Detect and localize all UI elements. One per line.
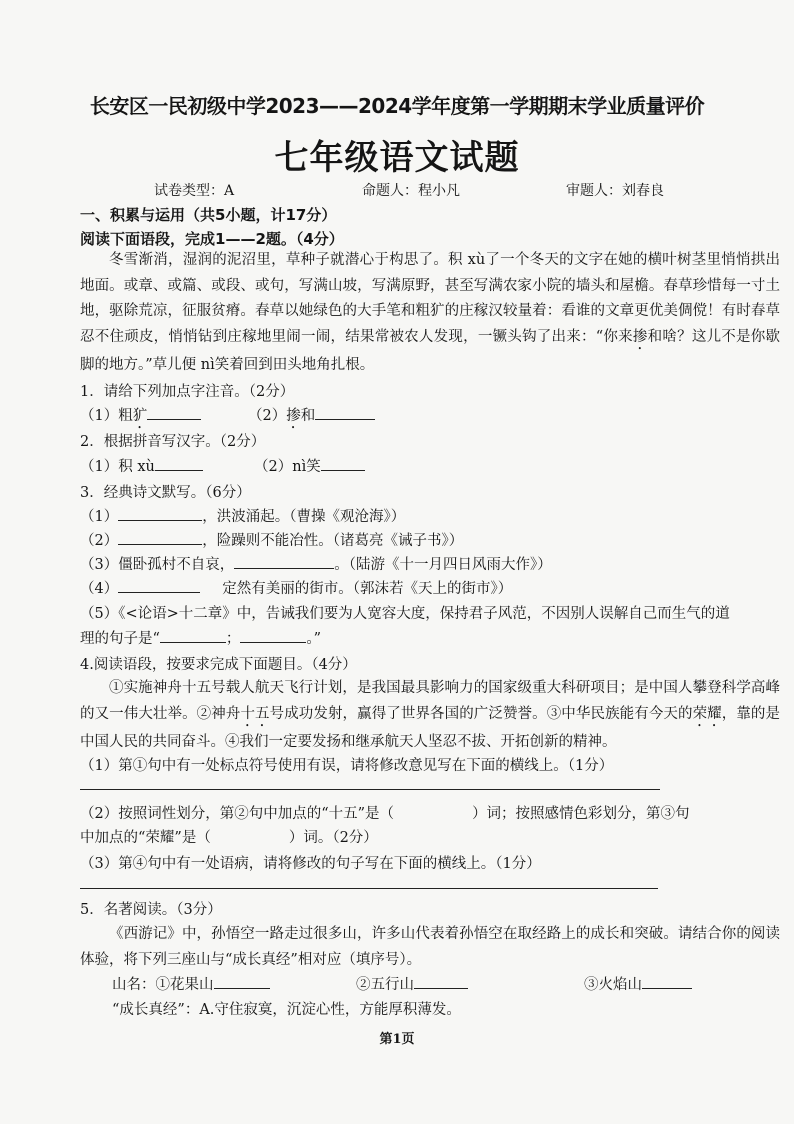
q3-item-5-cont: 理的句子是“ ； 。” (80, 627, 321, 648)
reading-passage (80, 248, 780, 378)
q2-stem: 2．根据拼音写汉字。（2分） (80, 434, 266, 450)
q3-item-2: （2） ，险躁则不能冶性。（诸葛亮《诫子书》） (80, 529, 463, 550)
q5-mountain-1: 山名：①花果山 (112, 973, 270, 994)
q4-sub1-answer-line[interactable] (80, 789, 660, 790)
q5-stem: 5．名著阅读。（3分） (80, 902, 222, 918)
q3-blank-5b[interactable] (240, 628, 306, 643)
q1-answer-blank-a[interactable] (147, 405, 201, 420)
q4-passage: ①实施神舟十五号载人航天飞行计划，是我国最具影响力的国家级重大科研项目；是中国人攀登科学高峰的又一伟大壮举。②神舟十五号成功发射，赢得了世界各国的广泛赞誉。③中华民族能有今天的荣耀，靠的是中国人民的共同奋斗。④我们一定要发扬和继承航天人坚忍不拔、开拓创新的精神。 (80, 680, 781, 750)
passage-kuang: 犷 (430, 303, 445, 319)
q1-dotted-can: 掺 (286, 408, 301, 424)
q5-mountain-2: ②五行山 (356, 973, 468, 994)
reviewer: 审题人：刘春良 (566, 183, 664, 199)
passage-text-3: 和啥？这儿不是你歇脚的地方。”草儿便 nì笑着回到田头地角扎根。 (80, 328, 781, 373)
exam-subtitle: 七年级语文试题 (274, 138, 520, 178)
q1-item-a: （1）粗犷 (80, 404, 201, 432)
q4-sub3: （3）第④句中有一处语病，请将修改的句子写在下面的横线上。（1分） (80, 856, 541, 872)
q4-sub3-answer-line[interactable] (80, 888, 658, 889)
q3-stem: 3．经典诗文默写。（6分） (80, 485, 251, 501)
q3-item-3: （3）僵卧孤村不自哀， 。（陆游《十一月四日风雨大作》） (80, 553, 552, 574)
q1-dotted-kuang: 犷 (132, 408, 148, 424)
q3-blank-1[interactable] (118, 506, 202, 521)
q3-item-5: （5）《<论语>十二章》中，告诫我们要为人宽容大度，保持君子风范，不因别人误解自己而生气的道 (80, 606, 730, 622)
q4-stem: 4.阅读语段，按要求完成下面题目。（4分） (80, 657, 357, 673)
setter: 命题人：程小凡 (362, 183, 460, 199)
q3-item-1: （1） ，洪波涌起。（曹操《观沧海》） (80, 505, 405, 526)
q3-blank-3[interactable] (234, 554, 334, 569)
section-heading: 一、积累与运用（共5小题，计17分） (80, 206, 337, 224)
q1-stem: 1．请给下列加点字注音。（2分） (80, 384, 295, 400)
q5-mountain-3: ③火焰山 (584, 973, 692, 994)
q2-item-b: （2）nì笑 (254, 455, 365, 476)
paper-type: 试卷类型：A (154, 183, 235, 199)
q4-sub2-cont: 中加点的“荣耀”是（ ）词。（2分） (80, 830, 378, 846)
q5-growth-truth: “成长真经”：A.守住寂寞，沉淀心性，方能厚积薄发。 (112, 1002, 461, 1018)
q2-item-a: （1）积 xù (80, 455, 203, 476)
exam-title: 长安区一民初级中学2023——2024学年度第一学期期末学业质量评价 (89, 94, 705, 118)
q1-answer-blank-b[interactable] (315, 405, 375, 420)
passage-text-2: 的庄稼汉较量着：看谁的文章更优美倜傥！有时春草忍不住顽皮，悄悄钻到庄稼地里闹一闹，结果常被农人发现，一镢头钩了出来：“你来 (80, 303, 781, 345)
q4-dotted-shiwu: 十五 (240, 705, 270, 722)
q4-sub1: （1）第①句中有一处标点符号使用有误，请将修改意见写在下面的横线上。（1分） (80, 758, 614, 774)
q4-dotted-rongyao: 荣耀 (692, 705, 722, 722)
q5-text: 《西游记》中，孙悟空一路走过很多山，许多山代表着孙悟空在取经路上的成长和突破。请结合你的阅读体验，将下列三座山与“成长真经”相对应（填序号）。 (80, 926, 780, 968)
q5-blank-3[interactable] (642, 974, 692, 989)
q1-item-b: （2）掺和 (248, 404, 375, 432)
q2-answer-blank-b[interactable] (321, 456, 365, 471)
q4-sub2: （2）按照词性划分，第②句中加点的“十五”是（ ）词；按照感情色彩划分，第③句 (80, 806, 690, 822)
q5-blank-2[interactable] (414, 974, 468, 989)
page-number: 第1页 (379, 1032, 415, 1047)
q3-blank-2[interactable] (118, 530, 202, 545)
q2-answer-blank-a[interactable] (155, 456, 203, 471)
q3-blank-4[interactable] (118, 578, 200, 593)
passage-text-1: 冬雪渐消，湿润的泥沼里，草种子就潜心于构思了。积 xù了一个冬天的文字在她的横叶树茎里悄悄拱出地面。或章、或篇、或段、或句，写满山坡，写满原野，甚至写满农家小院的墙头和屋檐。春草珍惜每一寸土地，驱除荒凉，征服贫瘠。春草以她绿色的大手笔和粗 (80, 252, 780, 319)
q5-blank-1[interactable] (214, 974, 270, 989)
passage-can-dotted: 掺 (632, 328, 648, 345)
q3-blank-5a[interactable] (160, 628, 226, 643)
passage-instruction: 阅读下面语段，完成1——2题。（4分） (80, 230, 344, 248)
q3-item-4: （4） 定然有美丽的街市。（郭沫若《天上的街市》） (80, 577, 512, 598)
